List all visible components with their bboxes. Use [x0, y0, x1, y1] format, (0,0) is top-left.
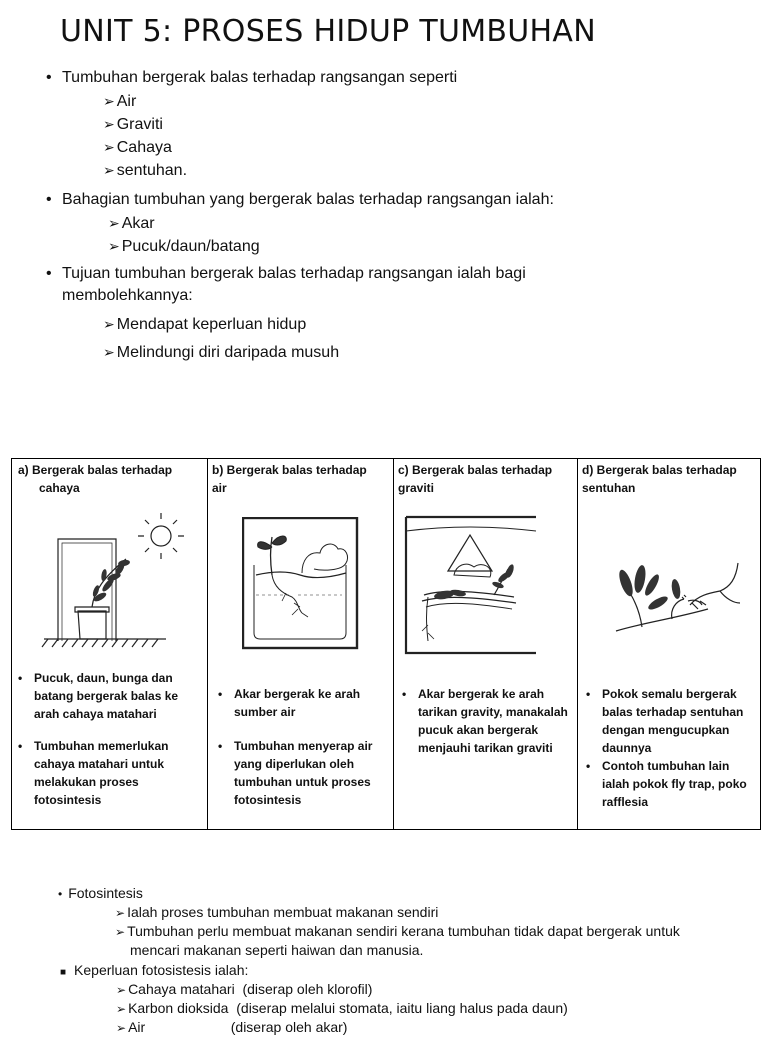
keperluan-item-cahaya: ➢ Cahaya matahari (diserap oleh klorofil) [116, 980, 372, 1000]
table-col-water [212, 459, 392, 829]
bullet-stimuli [62, 68, 457, 88]
keperluan-item-air: ➢ Air (diserap oleh akar) [116, 1018, 347, 1038]
purpose-item-needs: ➢ Mendapat keperluan hidup [103, 314, 306, 335]
col-water-point-2: • Tumbuhan menyerap air yang diperlukan oleh tumbuhan untuk proses fotosintesis [218, 739, 373, 807]
fotosintesis-label: Fotosintesis [68, 885, 143, 901]
bullet-fotosintesis: • Fotosintesis [58, 885, 143, 901]
purpose-item-protect: ➢ Melindungi diri daripada musuh [103, 342, 339, 363]
col-light-heading: a) Bergerak balas terhadap cahaya [18, 463, 173, 495]
bullet-purpose-line2: membolehkannya: [62, 287, 193, 304]
bullet-plant-parts [62, 190, 554, 210]
plant-part-pucuk: ➢ Pucuk/daun/batang [108, 236, 260, 257]
keperluan-item-karbon: ➢ Karbon dioksida (diserap melalui stomata, iaitu liang halus pada daun) [116, 999, 568, 1019]
touch-me-not-plant-illustration [612, 539, 748, 643]
roots-toward-water-illustration [242, 517, 360, 651]
col-touch-point-2: • Contoh tumbuhan lain ialah pokok fly trap, poko rafflesia [586, 759, 747, 809]
plant-part-akar: ➢ Akar [108, 213, 155, 234]
col-touch-heading: d) Bergerak balas terhadap sentuhan [582, 463, 737, 495]
col-water-point-1: • Akar bergerak ke arah sumber air [218, 687, 361, 719]
keperluan-label: Keperluan fotosistesis ialah: [74, 962, 249, 978]
col-light-point-2: • Tumbuhan memerlukan cahaya matahari untuk melakukan proses fotosintesis [18, 739, 169, 807]
table-col-touch [582, 459, 760, 829]
col-water-heading: b) Bergerak balas terhadap air [212, 463, 367, 495]
tropism-table [11, 458, 761, 830]
stimulus-item-sentuhan: ➢ sentuhan. [103, 160, 187, 181]
page-title: UNIT 5: PROSES HIDUP TUMBUHAN [60, 14, 596, 49]
col-gravity-heading: c) Bergerak balas terhadap graviti [398, 463, 553, 495]
bullet-plant-parts-text: Bahagian tumbuhan yang bergerak balas terhadap rangsangan ialah: [62, 191, 554, 208]
col-touch-point-1: • Pokok semalu bergerak balas terhadap sentuhan dengan mengucupkan daunnya [586, 687, 744, 755]
fotosintesis-definition: ➢ Ialah proses tumbuhan membuat makanan sendiri [115, 903, 438, 923]
table-col-light [18, 459, 206, 829]
plant-bending-to-sun-illustration [30, 511, 190, 653]
stimulus-item-graviti: ➢ Graviti [103, 114, 163, 135]
bullet-keperluan: ■ Keperluan fotosistesis ialah: [60, 962, 249, 978]
fotosintesis-reason: ➢ Tumbuhan perlu membuat makanan sendiri kerana tumbuhan tidak dapat bergerak untuk [115, 922, 680, 942]
stimulus-item-air: ➢ Air [103, 91, 136, 112]
bullet-purpose [62, 264, 526, 284]
bullet-stimuli-text: Tumbuhan bergerak balas terhadap rangsangan seperti [62, 69, 458, 86]
stimulus-item-cahaya: ➢ Cahaya [103, 137, 172, 158]
roots-toward-gravity-illustration [404, 515, 538, 659]
table-col-gravity [398, 459, 576, 829]
fotosintesis-reason-line2: mencari makanan seperti haiwan dan manusia. [130, 942, 424, 958]
col-light-point-1: • Pucuk, daun, bunga dan batang bergerak balas ke arah cahaya matahari [18, 671, 179, 721]
col-gravity-point-1: • Akar bergerak ke arah tarikan gravity, manakalah pucuk akan bergerak menjauhi tarikan graviti [402, 687, 568, 755]
bullet-purpose-line1: Tujuan tumbuhan bergerak balas terhadap rangsangan ialah bagi [62, 265, 526, 282]
